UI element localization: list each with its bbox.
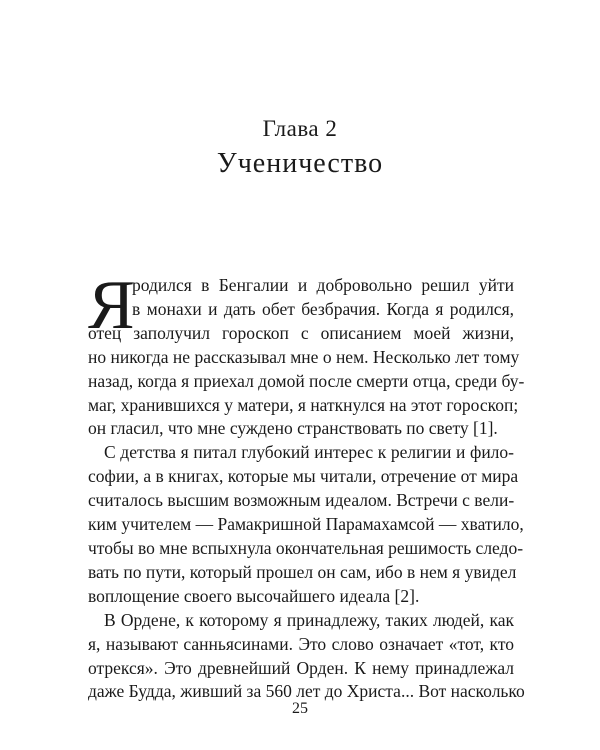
- chapter-label: Глава 2: [262, 116, 338, 141]
- text-line: маг, хранившихся у матери, я наткнулся на этот гороскоп;: [88, 394, 519, 415]
- text-line: я, называют санньясинами. Это слово означает «тот, кто: [88, 633, 514, 654]
- text-line: в монахи и дать обет безбрачия. Когда я родился,: [132, 298, 514, 319]
- text-line: ким учителем — Рамакришной Парамахамсой — хватило,: [88, 514, 524, 535]
- text-line: воплощение своего высочайшего идеала [2].: [88, 585, 420, 606]
- page-number: 25: [292, 700, 308, 717]
- text-line: родился в Бенгалии и добровольно решил уйти: [132, 275, 514, 295]
- text-line: но никогда не рассказывал мне о нем. Несколько лет тому: [88, 346, 520, 367]
- text-line: он гласил, что мне суждено странствовать по свету [1].: [88, 418, 498, 439]
- text-line: вать по пути, который прошел он сам, ибо в нем я увидел: [88, 561, 517, 582]
- text-line: отрекся». Это древнейший Орден. К нему принадлежал: [88, 657, 514, 678]
- text-line: софии, а в книгах, которые мы читали, отречение от мира: [88, 466, 519, 487]
- text-line: считалось высшим возможным идеалом. Встречи с вели-: [88, 490, 515, 511]
- text-line: чтобы во мне вспыхнула окончательная решимость следо-: [88, 537, 524, 558]
- text-line: С детства я питал глубокий интерес к религии и фило-: [104, 442, 514, 463]
- drop-cap: Я: [88, 267, 135, 344]
- body-text: [88, 267, 525, 704]
- text-line: даже Будда, живший за 560 лет до Христа... Вот насколько: [88, 681, 525, 702]
- text-line: В Ордене, к которому я принадлежу, таких людей, как: [104, 609, 514, 630]
- chapter-title: Ученичество: [216, 148, 384, 179]
- text-line: отец заполучил гороскоп с описанием моей жизни,: [88, 322, 514, 343]
- text-line: назад, когда я приехал домой после смерти отца, среди бу-: [88, 370, 525, 391]
